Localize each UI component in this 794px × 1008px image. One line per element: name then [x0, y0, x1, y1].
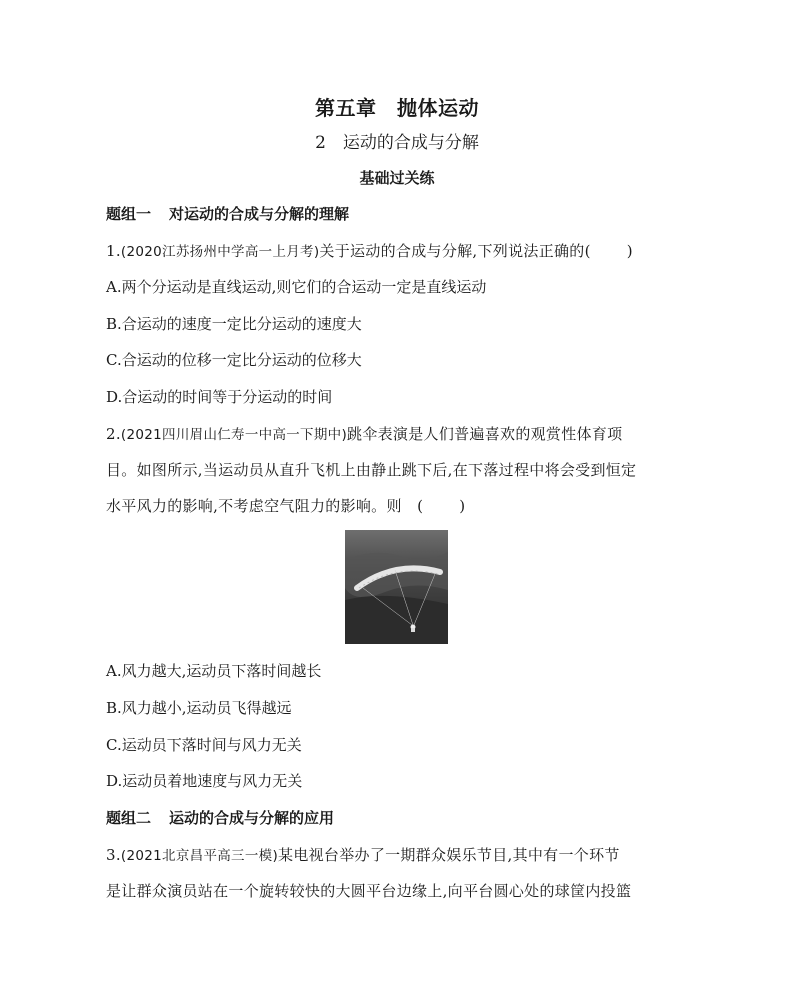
question-text: 水平风力的影响,不考虑空气阻力的影响。则 (: [106, 497, 424, 515]
paragliding-photo: [345, 530, 448, 644]
question-source: (2021四川眉山仁寿一中高一下期中): [120, 427, 348, 443]
q2-option-a: A.风力越大,运动员下落时间越长: [106, 662, 322, 680]
q2-option-b: B.风力越小,运动员飞得越远: [106, 699, 292, 717]
group-title: 对运动的合成与分解的理解: [169, 205, 350, 223]
paraglider-image: [345, 530, 448, 644]
question-2-line-2: 目。如图所示,当运动员从直升飞机上由静止跳下后,在下落过程中将会受到恒定: [106, 461, 637, 479]
question-text: 跳伞表演是人们普遍喜欢的观赏性体育项: [347, 425, 623, 443]
q2-option-c: C.运动员下落时间与风力无关: [106, 736, 302, 754]
question-text: 某电视台举办了一期群众娱乐节目,其中有一个环节: [278, 846, 620, 864]
paren-close: ): [459, 497, 466, 515]
q1-option-b: B.合运动的速度一定比分运动的速度大: [106, 315, 362, 333]
q1-option-c: C.合运动的位移一定比分运动的位移大: [106, 351, 362, 369]
question-2-stem: [106, 423, 622, 446]
question-2-line-3: [106, 495, 465, 517]
question-source: (2021北京昌平高三一模): [120, 848, 279, 864]
question-3-stem: [106, 844, 620, 867]
chapter-title: 第五章 抛体运动: [315, 96, 479, 120]
q1-option-d: D.合运动的时间等于分运动的时间: [106, 388, 333, 406]
question-text: 关于运动的合成与分解,下列说法正确的(: [319, 242, 591, 260]
group-label: 题组二: [106, 809, 152, 827]
group-label: 题组一: [106, 205, 152, 223]
question-number: 1.: [106, 242, 121, 260]
question-3-line-2: 是让群众演员站在一个旋转较快的大圆平台边缘上,向平台圆心处的球筐内投篮: [106, 882, 632, 900]
question-number: 2.: [106, 425, 121, 443]
section-title: 2 运动的合成与分解: [315, 133, 479, 153]
question-source: (2020江苏扬州中学高一上月考): [120, 244, 320, 260]
q2-option-d: D.运动员着地速度与风力无关: [106, 772, 303, 790]
subsection-title: 基础过关练: [359, 169, 435, 187]
paren-close: ): [626, 242, 633, 260]
question-1-stem: [106, 240, 633, 263]
group-heading-1: [106, 203, 349, 225]
q1-option-a: A.两个分运动是直线运动,则它们的合运动一定是直线运动: [106, 278, 487, 296]
question-number: 3.: [106, 846, 121, 864]
group-heading-2: [106, 807, 334, 829]
group-title: 运动的合成与分解的应用: [169, 809, 335, 827]
